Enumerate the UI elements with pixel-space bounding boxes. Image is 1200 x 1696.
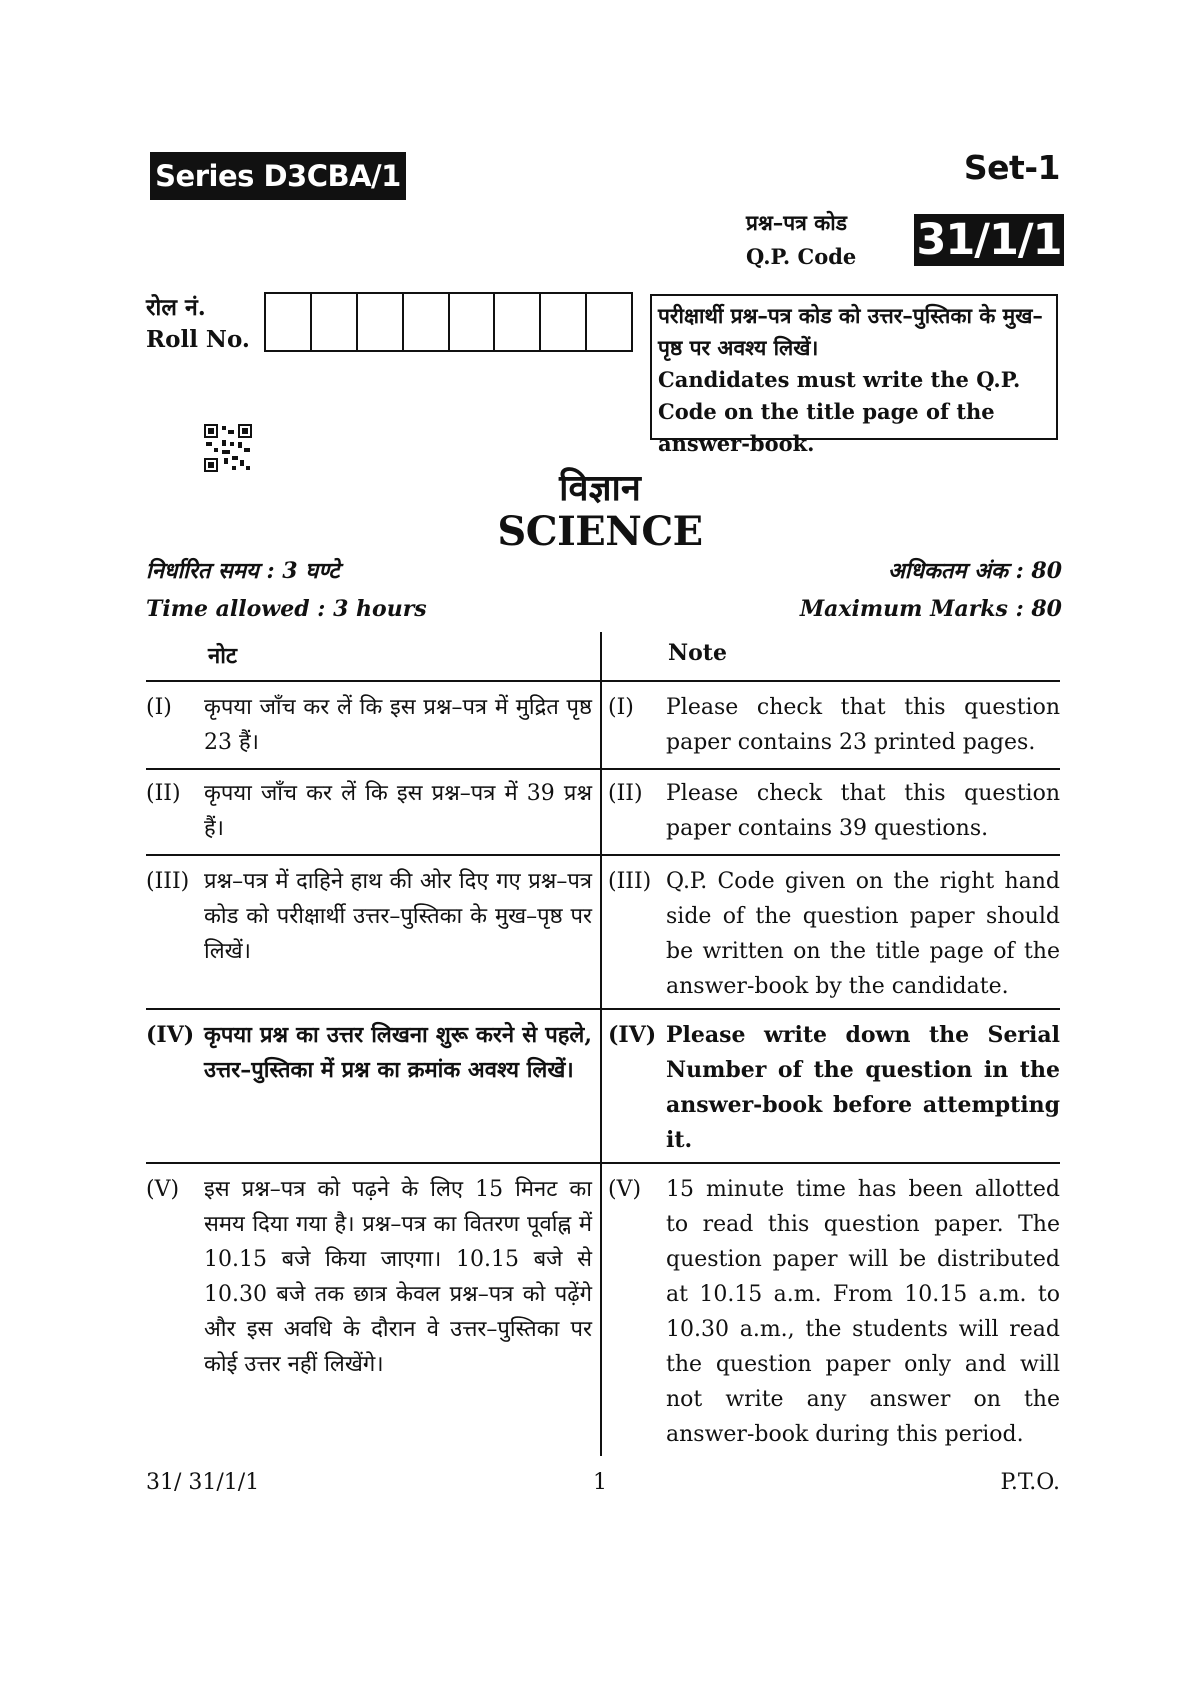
note-number: (I) bbox=[608, 695, 634, 720]
note-number: (III) bbox=[146, 869, 190, 894]
note-number: (V) bbox=[608, 1177, 642, 1202]
note-hi-5 bbox=[146, 1172, 592, 1382]
maximum-marks bbox=[800, 552, 1062, 628]
note-hi-2 bbox=[146, 776, 592, 846]
note-hi-3 bbox=[146, 864, 592, 969]
note-hi-4 bbox=[146, 1018, 592, 1088]
note-number: (IV) bbox=[608, 1022, 657, 1048]
qp-code-label-en: Q.P. Code bbox=[746, 244, 857, 269]
note-number: (I) bbox=[146, 695, 172, 720]
note-en-1 bbox=[608, 690, 1060, 760]
roll-digit-box[interactable] bbox=[266, 294, 312, 350]
instruction-hi: परीक्षार्थी प्रश्न–पत्र कोड को उत्तर–पुस्तिका के मुख–पृष्ठ पर अवश्य लिखें। bbox=[658, 303, 1043, 360]
note-number: (V) bbox=[146, 1177, 180, 1202]
note-en-4 bbox=[608, 1018, 1060, 1158]
footer-pto: P.T.O. bbox=[1000, 1470, 1060, 1495]
qp-code-instruction-box bbox=[650, 294, 1058, 456]
notes-table bbox=[146, 632, 1060, 1452]
roll-digit-box[interactable] bbox=[495, 294, 541, 350]
subject-title-en: SCIENCE bbox=[497, 508, 703, 555]
roll-digit-box[interactable] bbox=[450, 294, 496, 350]
note-en-5 bbox=[608, 1172, 1060, 1452]
roll-digit-box[interactable] bbox=[312, 294, 358, 350]
notes-divider bbox=[146, 680, 1060, 682]
notes-divider bbox=[146, 854, 1060, 856]
note-text-en: Q.P. Code given on the right hand side of the question paper should be written on the title page of the answer-book by the candidate. bbox=[666, 869, 1060, 999]
roll-label-hi: रोल नं. bbox=[146, 294, 206, 321]
roll-digit-box[interactable] bbox=[404, 294, 450, 350]
note-text-hi: कृपया प्रश्न का उत्तर लिखना शुरू करने से पहले, उत्तर–पुस्तिका में प्रश्न का क्रमांक अवश्य लिखें। bbox=[204, 1022, 592, 1083]
subject-title-hi: विज्ञान bbox=[559, 467, 641, 509]
notes-heading-en: Note bbox=[668, 640, 727, 666]
footer-page-number: 1 bbox=[593, 1470, 607, 1495]
note-number: (III) bbox=[608, 869, 652, 894]
qp-code-badge: 31/1/1 bbox=[914, 214, 1064, 266]
roll-digit-box[interactable] bbox=[358, 294, 404, 350]
time-allowed bbox=[146, 552, 427, 628]
note-number: (II) bbox=[608, 781, 643, 806]
qp-code-label-hi: प्रश्न–पत्र कोड bbox=[746, 210, 847, 235]
note-text-en: Please write down the Serial Number of the question in the answer-book before attempting it. bbox=[666, 1022, 1060, 1153]
roll-digit-box[interactable] bbox=[541, 294, 587, 350]
note-number: (IV) bbox=[146, 1022, 195, 1048]
note-text-en: 15 minute time has been allotted to read this question paper. The question paper will be distributed at 10.15 a.m. From 10.15 a.m. to 10.30 a.m., the students will read the question paper only and will not write any answer on the answer-book during this period. bbox=[666, 1177, 1060, 1447]
instruction-en: Candidates must write the Q.P. Code on the title page of the answer-book. bbox=[658, 367, 1021, 456]
note-text-hi: कृपया जाँच कर लें कि इस प्रश्न–पत्र में मुद्रित पृष्ठ 23 हैं। bbox=[204, 695, 592, 755]
notes-divider bbox=[146, 1162, 1060, 1164]
time-allowed-hi: निर्धारित समय : 3 घण्टे bbox=[146, 558, 340, 584]
note-text-en: Please check that this question paper contains 39 questions. bbox=[666, 781, 1060, 841]
roll-number-boxes[interactable] bbox=[264, 292, 633, 352]
notes-divider bbox=[146, 768, 1060, 770]
maximum-marks-hi: अधिकतम अंक : 80 bbox=[887, 558, 1062, 584]
set-label: Set-1 bbox=[963, 148, 1060, 187]
note-text-hi: कृपया जाँच कर लें कि इस प्रश्न–पत्र में 39 प्रश्न हैं। bbox=[204, 781, 592, 841]
footer-paper-code: 31/ 31/1/1 bbox=[146, 1470, 260, 1495]
note-text-en: Please check that this question paper contains 23 printed pages. bbox=[666, 695, 1060, 755]
note-number: (II) bbox=[146, 781, 181, 806]
roll-label-en: Roll No. bbox=[146, 326, 250, 353]
maximum-marks-en: Maximum Marks : 80 bbox=[799, 596, 1062, 622]
time-allowed-en: Time allowed : 3 hours bbox=[146, 596, 427, 622]
roll-digit-box[interactable] bbox=[587, 294, 631, 350]
series-badge: Series D3CBA/1 bbox=[150, 152, 406, 200]
note-text-hi: प्रश्न–पत्र में दाहिने हाथ की ओर दिए गए प्रश्न–पत्र कोड को परीक्षार्थी उत्तर–पुस्तिका के मुख–पृष्ठ पर लिखें। bbox=[204, 869, 592, 964]
note-en-2 bbox=[608, 776, 1060, 846]
note-en-3 bbox=[608, 864, 1060, 1004]
roll-number-label bbox=[146, 292, 250, 356]
notes-heading-hi: नोट bbox=[208, 643, 237, 669]
notes-divider bbox=[146, 1008, 1060, 1010]
note-hi-1 bbox=[146, 690, 592, 760]
qp-code-labels bbox=[746, 206, 856, 274]
note-text-hi: इस प्रश्न–पत्र को पढ़ने के लिए 15 मिनट का समय दिया गया है। प्रश्न–पत्र का वितरण पूर्वाह्न में 10.15 बजे किया जाएगा। 10.15 बजे से 10.30 बजे तक छात्र केवल प्रश्न–पत्र को पढ़ेंगे और इस अवधि के दौरान वे उत्तर–पुस्तिका पर कोई उत्तर नहीं लिखेंगे। bbox=[204, 1177, 592, 1377]
